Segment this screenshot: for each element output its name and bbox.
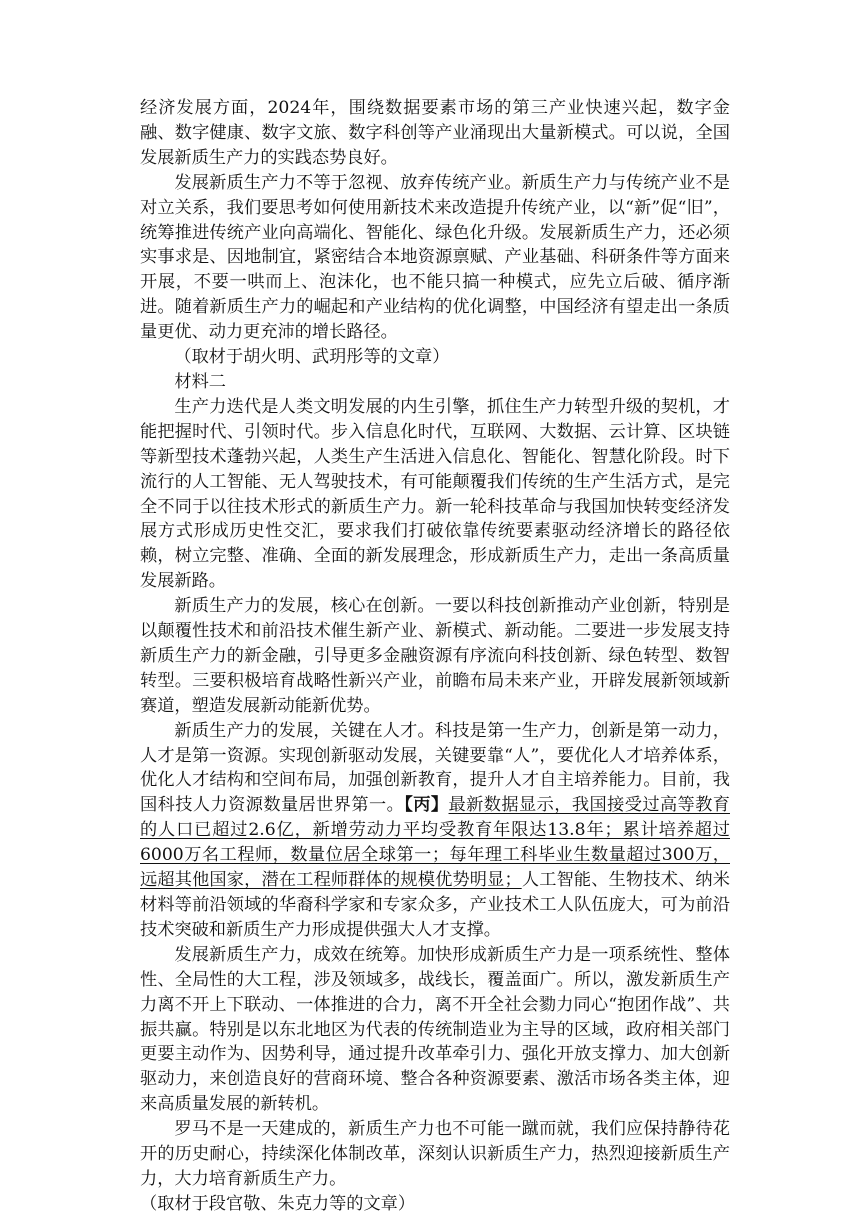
marker-bing: 【丙】 [404, 795, 449, 816]
document-page [140, 96, 730, 1217]
paragraph-coordination: 发展新质生产力，成效在统筹。加快形成新质生产力是一项系统性、整体性、全局性的大工程，涉及领域多，战线长，覆盖面广。所以，激发新质生产力离不开上下联动、一体推进的合力，离不开全社会勠力同心“抱团作战”、共振共赢。特别是以东北地区为代表的传统制造业为主导的区域，政府相关部门更要主动作为、因势利导，通过提升改革牵引力、强化开放支撑力、加大创新驱动力，来创造良好的营商环境、整合各种资源要素、激活市场各类主体，迎来高质量发展的新转机。 [140, 944, 730, 1115]
paragraph-talent [140, 719, 730, 943]
source-note-material1: （取材于胡火明、武玥彤等的文章） [174, 347, 450, 368]
source-note-material2: （取材于段官敬、朱克力等的文章） [140, 1193, 416, 1214]
underlined-statistics: 最新数据显示，我国接受过高等教育的人口已超过2.6亿，新增劳动力平均受教育年限达13.8年；累计培养超过6000万名工程师，数量位居全球第一；每年理工科毕业生数量超过300万，远超其他国家，潜在工程师群体的规模优势明显； [140, 795, 730, 891]
paragraph-rome: 罗马不是一天建成的，新质生产力也不可能一蹴而就，我们应保持静待花开的历史耐心，持续深化体制改革，深刻认识新质生产力，热烈迎接新质生产力，大力培育新质生产力。 [140, 1119, 730, 1189]
paragraph-innovation: 新质生产力的发展，核心在创新。一要以科技创新推动产业创新，特别是以颠覆性技术和前沿技术催生新产业、新模式、新动能。二要进一步发展支持新质生产力的新金融，引导更多金融资源有序流向科技创新、绿色转型、数智转型。三要积极培育战略性新兴产业，前瞻布局未来产业，开辟发展新领域新赛道，塑造发展新动能新优势。 [140, 596, 730, 716]
material2-heading: 材料二 [174, 371, 226, 392]
talent-intro-text: 新质生产力的发展，关键在人才。科技是第一生产力，创新是第一动力，人才是第一资源。实现创新驱动发展，关键要靠“人”，要优化人才培养体系，优化人才结构和空间布局，加强创新教育，提升人才自主培养能力。目前，我国科技人力资源数量居世界第一。 [140, 720, 730, 816]
paragraph-economy-continuation: 经济发展方面，2024年，围绕数据要素市场的第三产业快速兴起，数字金融、数字健康、数字文旅、数字科创等产业涌现出大量新模式。可以说，全国发展新质生产力的实践态势良好。 [140, 98, 730, 168]
talent-rest-text: 人工智能、生物技术、纳米材料等前沿领域的华裔科学家和专家众多，产业技术工人队伍庞大，可为前沿技术突破和新质生产力形成提供强大人才支撑。 [140, 870, 730, 940]
paragraph-productivity-iteration: 生产力迭代是人类文明发展的内生引擎，抓住生产力转型升级的契机，才能把握时代、引领时代。步入信息化时代，互联网、大数据、云计算、区块链等新型技术蓬勃兴起，人类生产生活进入信息化、智能化、智慧化阶段。时下流行的人工智能、无人驾驶技术，有可能颠覆我们传统的生产生活方式，是完全不同于以往技术形式的新质生产力。新一轮科技革命与我国加快转变经济发展方式形成历史性交汇，要求我们打破依靠传统要素驱动经济增长的路径依赖，树立完整、准确、全面的新发展理念，形成新质生产力，走出一条高质量发展新路。 [140, 396, 730, 592]
paragraph-traditional-industry: 发展新质生产力不等于忽视、放弃传统产业。新质生产力与传统产业不是对立关系，我们要思考如何使用新技术来改造提升传统产业，以“新”促“旧”，统筹推进传统产业向高端化、智能化、绿色化升级。发展新质生产力，还必须实事求是、因地制宜，紧密结合本地资源禀赋、产业基础、科研条件等方面来开展，不要一哄而上、泡沫化，也不能只搞一种模式，应先立后破、循序渐进。随着新质生产力的崛起和产业结构的优化调整，中国经济有望走出一条质量更优、动力更充沛的增长路径。 [140, 172, 730, 343]
